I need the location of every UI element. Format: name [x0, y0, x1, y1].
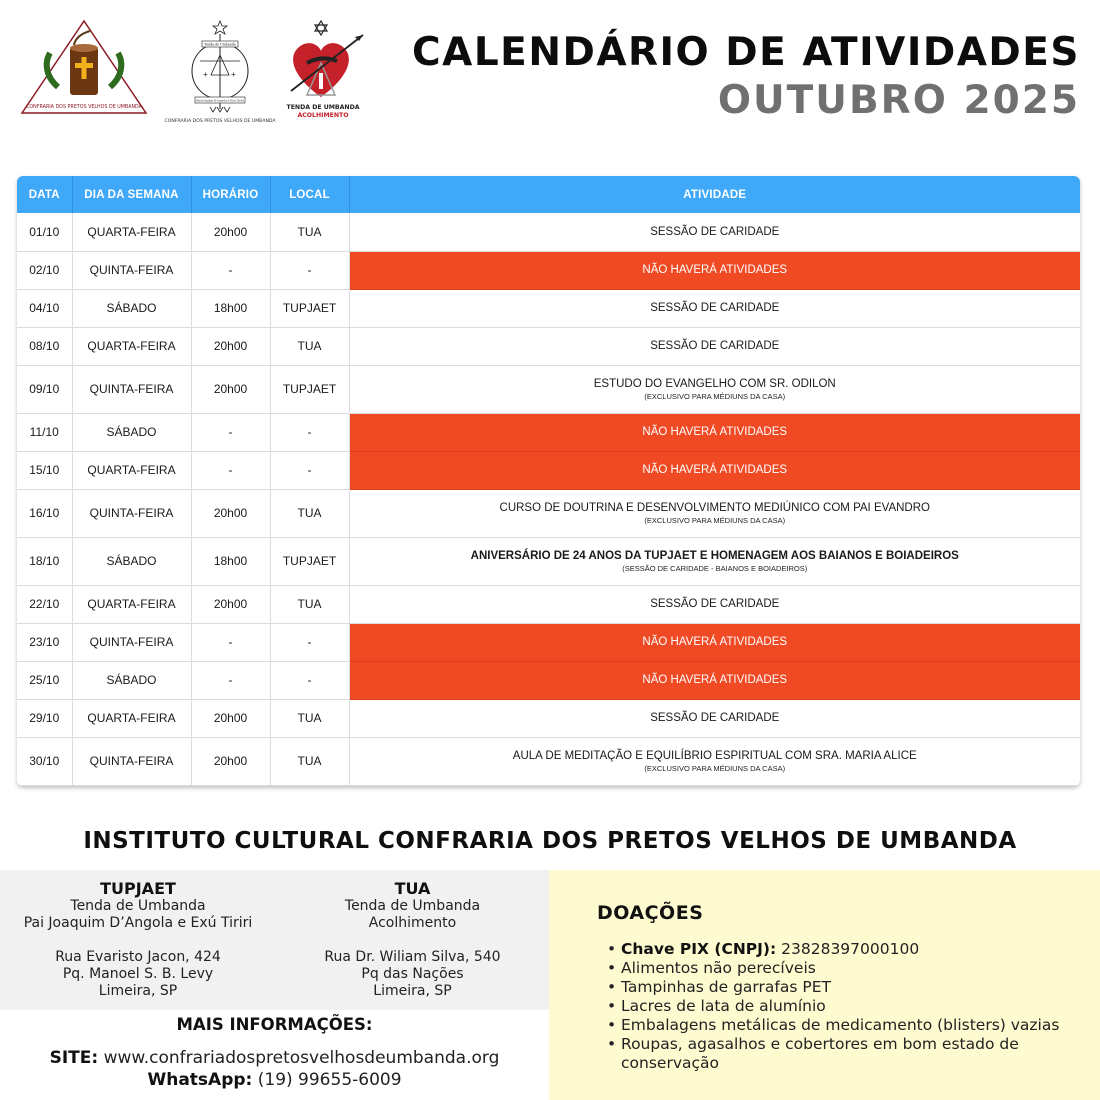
- address-tua: [276, 880, 549, 1000]
- activity-title: CURSO DE DOUTRINA E DESENVOLVIMENTO MEDIÚNICO COM PAI EVANDRO: [499, 501, 930, 514]
- cell-date: 01/10: [17, 213, 72, 251]
- address-line1: Tenda de Umbanda: [344, 898, 481, 914]
- cell-date: 15/10: [17, 451, 72, 489]
- cell-place: -: [270, 413, 349, 451]
- cell-activity: [349, 289, 1080, 327]
- cell-date: 25/10: [17, 661, 72, 699]
- cell-time: 18h00: [191, 289, 270, 327]
- cell-date: 22/10: [17, 585, 72, 623]
- cell-time: -: [191, 413, 270, 451]
- table-row: [17, 585, 1080, 623]
- cell-date: 29/10: [17, 699, 72, 737]
- column-header-place: LOCAL: [270, 176, 349, 213]
- whatsapp-label: WhatsApp:: [147, 1070, 253, 1090]
- tupjaet-logo-caption: CONFRARIA DOS PRETOS VELHOS DE UMBANDA: [164, 119, 276, 124]
- donation-item: • Roupas, agasalhos e cobertores em bom estado de conservação: [621, 1035, 1091, 1073]
- tua-heart-logo: [285, 19, 375, 125]
- address-name: TUA: [394, 879, 431, 898]
- page-title: CALENDÁRIO DE ATIVIDADES: [412, 30, 1080, 75]
- cell-time: 20h00: [191, 327, 270, 365]
- table-row: [17, 413, 1080, 451]
- cell-place: TUA: [270, 327, 349, 365]
- cell-weekday: QUINTA-FEIRA: [72, 251, 191, 289]
- table-header-row: [17, 176, 1080, 213]
- column-header-weekday: DIA DA SEMANA: [72, 176, 191, 213]
- activity-title: NÃO HAVERÁ ATIVIDADES: [642, 674, 788, 686]
- activity-note: (EXCLUSIVO PARA MÉDIUNS DA CASA): [644, 391, 786, 401]
- cell-place: -: [270, 251, 349, 289]
- cell-time: 20h00: [191, 365, 270, 413]
- cell-place: TUPJAET: [270, 289, 349, 327]
- cell-weekday: QUARTA-FEIRA: [72, 327, 191, 365]
- cell-weekday: QUARTA-FEIRA: [72, 451, 191, 489]
- whatsapp-line: [0, 1069, 549, 1091]
- column-header-date: DATA: [17, 176, 72, 213]
- cell-activity: [349, 537, 1080, 585]
- cell-date: 04/10: [17, 289, 72, 327]
- cell-weekday: QUINTA-FEIRA: [72, 737, 191, 785]
- site-label: SITE:: [49, 1048, 99, 1068]
- address-line2: Pai Joaquim D’Angola e Exú Tiriri: [23, 915, 253, 931]
- confraria-triangle-logo: [18, 17, 150, 119]
- donation-item: • Tampinhas de garrafas PET: [621, 978, 1091, 997]
- donation-item: • Alimentos não perecíveis: [621, 959, 1091, 978]
- cell-place: -: [270, 661, 349, 699]
- cell-activity-cancelled: [349, 661, 1080, 699]
- cell-weekday: QUINTA-FEIRA: [72, 365, 191, 413]
- cell-time: -: [191, 451, 270, 489]
- cell-time: 20h00: [191, 699, 270, 737]
- cell-weekday: QUARTA-FEIRA: [72, 213, 191, 251]
- cell-weekday: SÁBADO: [72, 289, 191, 327]
- activity-title: SESSÃO DE CARIDADE: [650, 340, 780, 352]
- table-body: [17, 213, 1080, 785]
- address-line1: Tenda de Umbanda: [70, 898, 206, 914]
- cell-time: -: [191, 661, 270, 699]
- cell-place: TUPJAET: [270, 537, 349, 585]
- cell-date: 02/10: [17, 251, 72, 289]
- pix-label: Chave PIX (CNPJ):: [621, 940, 777, 958]
- cell-date: 09/10: [17, 365, 72, 413]
- address-name: TUPJAET: [100, 879, 176, 898]
- institute-name: INSTITUTO CULTURAL CONFRARIA DOS PRETOS VELHOS DE UMBANDA: [83, 828, 1017, 854]
- cell-place: TUA: [270, 699, 349, 737]
- cell-place: TUA: [270, 737, 349, 785]
- table-row: [17, 537, 1080, 585]
- cell-weekday: QUINTA-FEIRA: [72, 489, 191, 537]
- title-block: [412, 30, 1080, 124]
- table-row: [17, 451, 1080, 489]
- cell-weekday: SÁBADO: [72, 661, 191, 699]
- activity-title: ANIVERSÁRIO DE 24 ANOS DA TUPJAET E HOMENAGEM AOS BAIANOS E BOIADEIROS: [470, 549, 959, 562]
- cell-time: 20h00: [191, 489, 270, 537]
- cell-weekday: QUARTA-FEIRA: [72, 585, 191, 623]
- tupjaet-bottom-label: Pai Joaquim D'Angola e Exú Tiriri: [196, 98, 244, 103]
- cell-activity-cancelled: [349, 623, 1080, 661]
- activity-title: SESSÃO DE CARIDADE: [650, 302, 780, 314]
- activity-title: NÃO HAVERÁ ATIVIDADES: [642, 264, 788, 276]
- more-info-title: MAIS INFORMAÇÕES:: [176, 1015, 373, 1034]
- confraria-logo-caption: CONFRARIA DOS PRETOS VELHOS DE UMBANDA: [26, 105, 142, 110]
- addresses-section: [0, 870, 549, 1010]
- tupjaet-emblem-logo: [155, 19, 285, 125]
- table-row: [17, 489, 1080, 537]
- cell-time: 20h00: [191, 737, 270, 785]
- cell-activity: [349, 699, 1080, 737]
- table-row: [17, 251, 1080, 289]
- column-header-time: HORÁRIO: [191, 176, 270, 213]
- tupjaet-top-label: Tenda de Umbanda: [204, 42, 236, 47]
- site-line: [0, 1047, 549, 1069]
- address-city: Limeira, SP: [373, 983, 452, 999]
- table-row: [17, 213, 1080, 251]
- cell-time: 20h00: [191, 585, 270, 623]
- cell-weekday: QUARTA-FEIRA: [72, 699, 191, 737]
- cell-activity-cancelled: [349, 451, 1080, 489]
- cell-activity: [349, 489, 1080, 537]
- cell-place: TUA: [270, 489, 349, 537]
- table-row: [17, 623, 1080, 661]
- cell-activity: [349, 585, 1080, 623]
- table-row: [17, 289, 1080, 327]
- cell-weekday: QUINTA-FEIRA: [72, 623, 191, 661]
- address-district: Pq das Nações: [361, 966, 464, 982]
- whatsapp-number[interactable]: (19) 99655-6009: [257, 1070, 402, 1090]
- donations-list: [621, 940, 1091, 1073]
- svg-text:+: +: [203, 70, 208, 79]
- cell-time: -: [191, 623, 270, 661]
- activity-title: NÃO HAVERÁ ATIVIDADES: [642, 426, 788, 438]
- table-row: [17, 365, 1080, 413]
- donations-section: [549, 870, 1100, 1100]
- donation-item: • Lacres de lata de alumínio: [621, 997, 1091, 1016]
- table-row: [17, 327, 1080, 365]
- table-row: [17, 737, 1080, 785]
- cell-date: 30/10: [17, 737, 72, 785]
- pix-value: 23828397000100: [781, 940, 920, 958]
- activity-title: SESSÃO DE CARIDADE: [650, 712, 780, 724]
- activity-note: (EXCLUSIVO PARA MÉDIUNS DA CASA): [644, 763, 786, 773]
- table-row: [17, 699, 1080, 737]
- cell-place: TUA: [270, 585, 349, 623]
- tua-logo-caption-1: TENDA DE UMBANDA: [286, 104, 360, 111]
- activity-title: SESSÃO DE CARIDADE: [650, 598, 780, 610]
- address-street: Rua Evaristo Jacon, 424: [55, 949, 221, 965]
- activity-title: AULA DE MEDITAÇÃO E EQUILÍBRIO ESPIRITUAL COM SRA. MARIA ALICE: [512, 749, 917, 762]
- cell-place: TUA: [270, 213, 349, 251]
- activity-note: (SESSÃO DE CARIDADE - BAIANOS E BOIADEIROS): [622, 563, 808, 573]
- svg-text:+: +: [231, 70, 236, 79]
- activity-title: NÃO HAVERÁ ATIVIDADES: [642, 464, 788, 476]
- column-header-activity: ATIVIDADE: [349, 176, 1080, 213]
- site-link[interactable]: www.confrariadospretosvelhosdeumbanda.org: [103, 1048, 500, 1068]
- tua-logo-caption-2: ACOLHIMENTO: [297, 112, 349, 119]
- cell-place: -: [270, 623, 349, 661]
- address-line2: Acolhimento: [368, 915, 457, 931]
- cell-date: 23/10: [17, 623, 72, 661]
- cell-activity: [349, 327, 1080, 365]
- activities-calendar-table: [17, 176, 1080, 786]
- cell-weekday: SÁBADO: [72, 413, 191, 451]
- address-city: Limeira, SP: [98, 983, 178, 999]
- donation-item: • Embalagens metálicas de medicamento (blisters) vazias: [621, 1016, 1091, 1035]
- activity-title: SESSÃO DE CARIDADE: [650, 225, 780, 238]
- table-row: [17, 661, 1080, 699]
- cell-place: TUPJAET: [270, 365, 349, 413]
- cell-date: 08/10: [17, 327, 72, 365]
- cell-activity-cancelled: [349, 251, 1080, 289]
- logos: [15, 15, 375, 125]
- cell-activity: [349, 365, 1080, 413]
- cell-activity: [349, 737, 1080, 785]
- cell-date: 18/10: [17, 537, 72, 585]
- donations-title: DOAÇÕES: [597, 902, 704, 924]
- address-street: Rua Dr. Wiliam Silva, 540: [324, 949, 501, 965]
- cell-time: -: [191, 251, 270, 289]
- address-tupjaet: [0, 880, 276, 1000]
- activity-note: (EXCLUSIVO PARA MÉDIUNS DA CASA): [644, 515, 786, 525]
- cell-weekday: SÁBADO: [72, 537, 191, 585]
- donation-item-pix: [621, 940, 1091, 959]
- activity-title: NÃO HAVERÁ ATIVIDADES: [642, 636, 788, 648]
- address-district: Pq. Manoel S. B. Levy: [62, 966, 214, 982]
- activity-title: ESTUDO DO EVANGELHO COM SR. ODILON: [593, 377, 836, 390]
- cell-activity-cancelled: [349, 413, 1080, 451]
- cell-place: -: [270, 451, 349, 489]
- cell-date: 11/10: [17, 413, 72, 451]
- cell-activity: [349, 213, 1080, 251]
- cell-time: 18h00: [191, 537, 270, 585]
- cell-time: 20h00: [191, 213, 270, 251]
- cell-date: 16/10: [17, 489, 72, 537]
- more-info-section: [0, 1010, 549, 1100]
- page-subtitle-month: OUTUBRO 2025: [717, 78, 1080, 123]
